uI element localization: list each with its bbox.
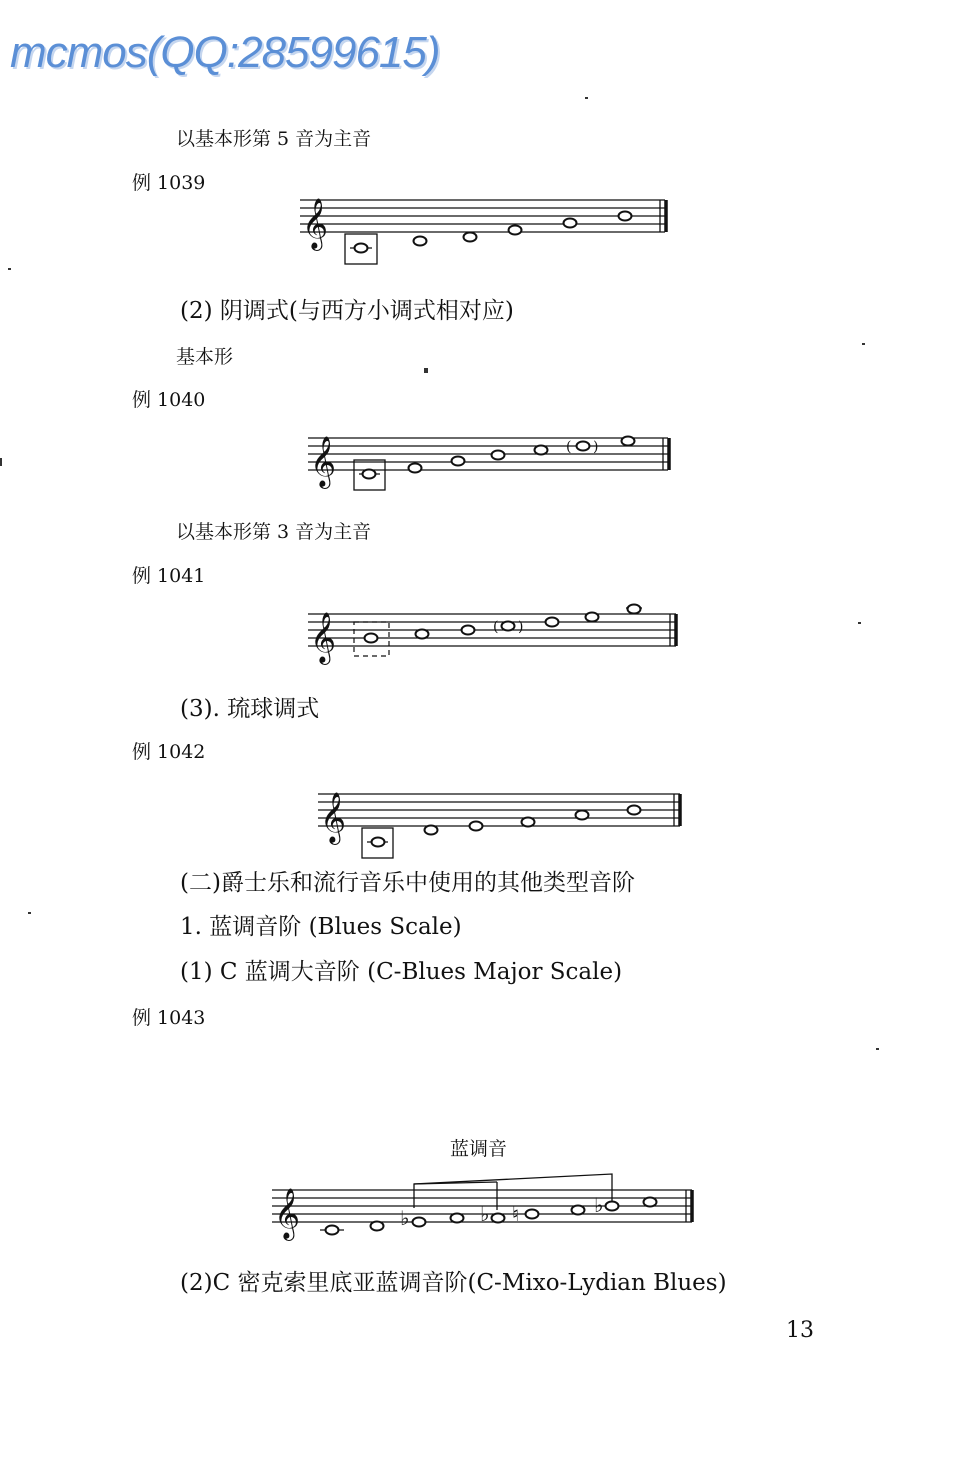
whole-note-icon: [452, 457, 465, 466]
whole-note-icon: [462, 626, 475, 635]
whole-note-icon: [355, 244, 368, 253]
whole-note-icon: [622, 437, 635, 446]
treble-clef-icon: 𝄞: [310, 436, 337, 487]
treble-clef-icon: 𝄞: [302, 198, 329, 249]
subheading-basic-form: 基本形: [176, 346, 234, 368]
blue-note-label: 蓝调音: [450, 1138, 508, 1160]
whole-note-icon: [413, 1218, 426, 1227]
whole-note-icon: [526, 1210, 539, 1219]
whole-note-icon: [464, 233, 477, 242]
whole-note-icon: [619, 212, 632, 221]
whole-note-icon: [509, 226, 522, 235]
example-label-1040: 例 1040: [132, 389, 206, 411]
section-heading-c-blues-major: (1) C 蓝调大音阶 (C-Blues Major Scale): [180, 959, 623, 985]
whole-note-icon: [606, 1202, 619, 1211]
whole-note-icon: [535, 446, 548, 455]
treble-clef-icon: 𝄞: [274, 1188, 301, 1239]
watermark: mcmos(QQ:28599615): [10, 28, 440, 77]
treble-clef-icon: 𝄞: [310, 612, 337, 663]
music-staff-1039: [300, 190, 680, 270]
section-heading-ryukyu-mode: (3). 琉球调式: [180, 696, 320, 722]
whole-note-icon: [628, 605, 641, 614]
whole-note-icon: [586, 613, 599, 622]
svg-text:): ): [593, 439, 599, 455]
whole-note-icon: [576, 811, 589, 820]
whole-note-icon: [416, 630, 429, 639]
whole-note-icon: [365, 634, 378, 643]
natural-icon: ♮: [512, 1202, 520, 1226]
example-label-1043: 例 1043: [132, 1007, 206, 1029]
whole-note-icon: [414, 237, 427, 246]
whole-note-icon: [644, 1198, 657, 1207]
whole-note-icon: [492, 451, 505, 460]
whole-note-icon: [363, 470, 376, 479]
whole-note-icon: [492, 1214, 505, 1223]
whole-note-icon: [546, 618, 559, 627]
subheading-third-tonic: 以基本形第 3 音为主音: [176, 521, 372, 543]
flat-icon: ♭: [480, 1202, 490, 1226]
svg-text:(: (: [493, 619, 499, 635]
whole-note-icon: [425, 826, 438, 835]
example-label-1041: 例 1041: [132, 565, 206, 587]
whole-note-icon: [372, 838, 385, 847]
whole-note-icon: [451, 1214, 464, 1223]
whole-note-icon: [572, 1206, 585, 1215]
flat-icon: ♭: [400, 1206, 410, 1230]
svg-text:): ): [518, 619, 524, 635]
example-label-1039: 例 1039: [132, 172, 206, 194]
whole-note-icon: [326, 1226, 339, 1235]
music-staff-1041: [308, 600, 688, 670]
whole-note-icon: [628, 806, 641, 815]
whole-note-icon: [371, 1222, 384, 1231]
music-staff-1043: [272, 1168, 702, 1238]
whole-note-icon: [470, 822, 483, 831]
subheading-fifth-tonic: 以基本形第 5 音为主音: [176, 128, 372, 150]
whole-note-icon: [409, 464, 422, 473]
svg-text:(: (: [566, 439, 572, 455]
section-heading-jazz-pop-scales: (二)爵士乐和流行音乐中使用的其他类型音阶: [180, 870, 635, 896]
music-staff-1040: [308, 428, 678, 498]
music-staff-1042: [318, 780, 688, 860]
whole-note-icon: [522, 818, 535, 827]
page-number: 13: [786, 1318, 814, 1343]
section-heading-blues-scale: 1. 蓝调音阶 (Blues Scale): [180, 914, 462, 940]
section-heading-yin-mode: (2) 阴调式(与西方小调式相对应): [180, 298, 514, 324]
whole-note-icon: [564, 219, 577, 228]
whole-note-icon: [502, 622, 515, 631]
example-label-1042: 例 1042: [132, 741, 206, 763]
section-heading-mixo-lydian-blues: (2)C 密克索里底亚蓝调音阶(C-Mixo-Lydian Blues): [180, 1270, 727, 1296]
whole-note-icon: [577, 442, 590, 451]
treble-clef-icon: 𝄞: [320, 792, 347, 843]
flat-icon: ♭: [594, 1193, 604, 1217]
